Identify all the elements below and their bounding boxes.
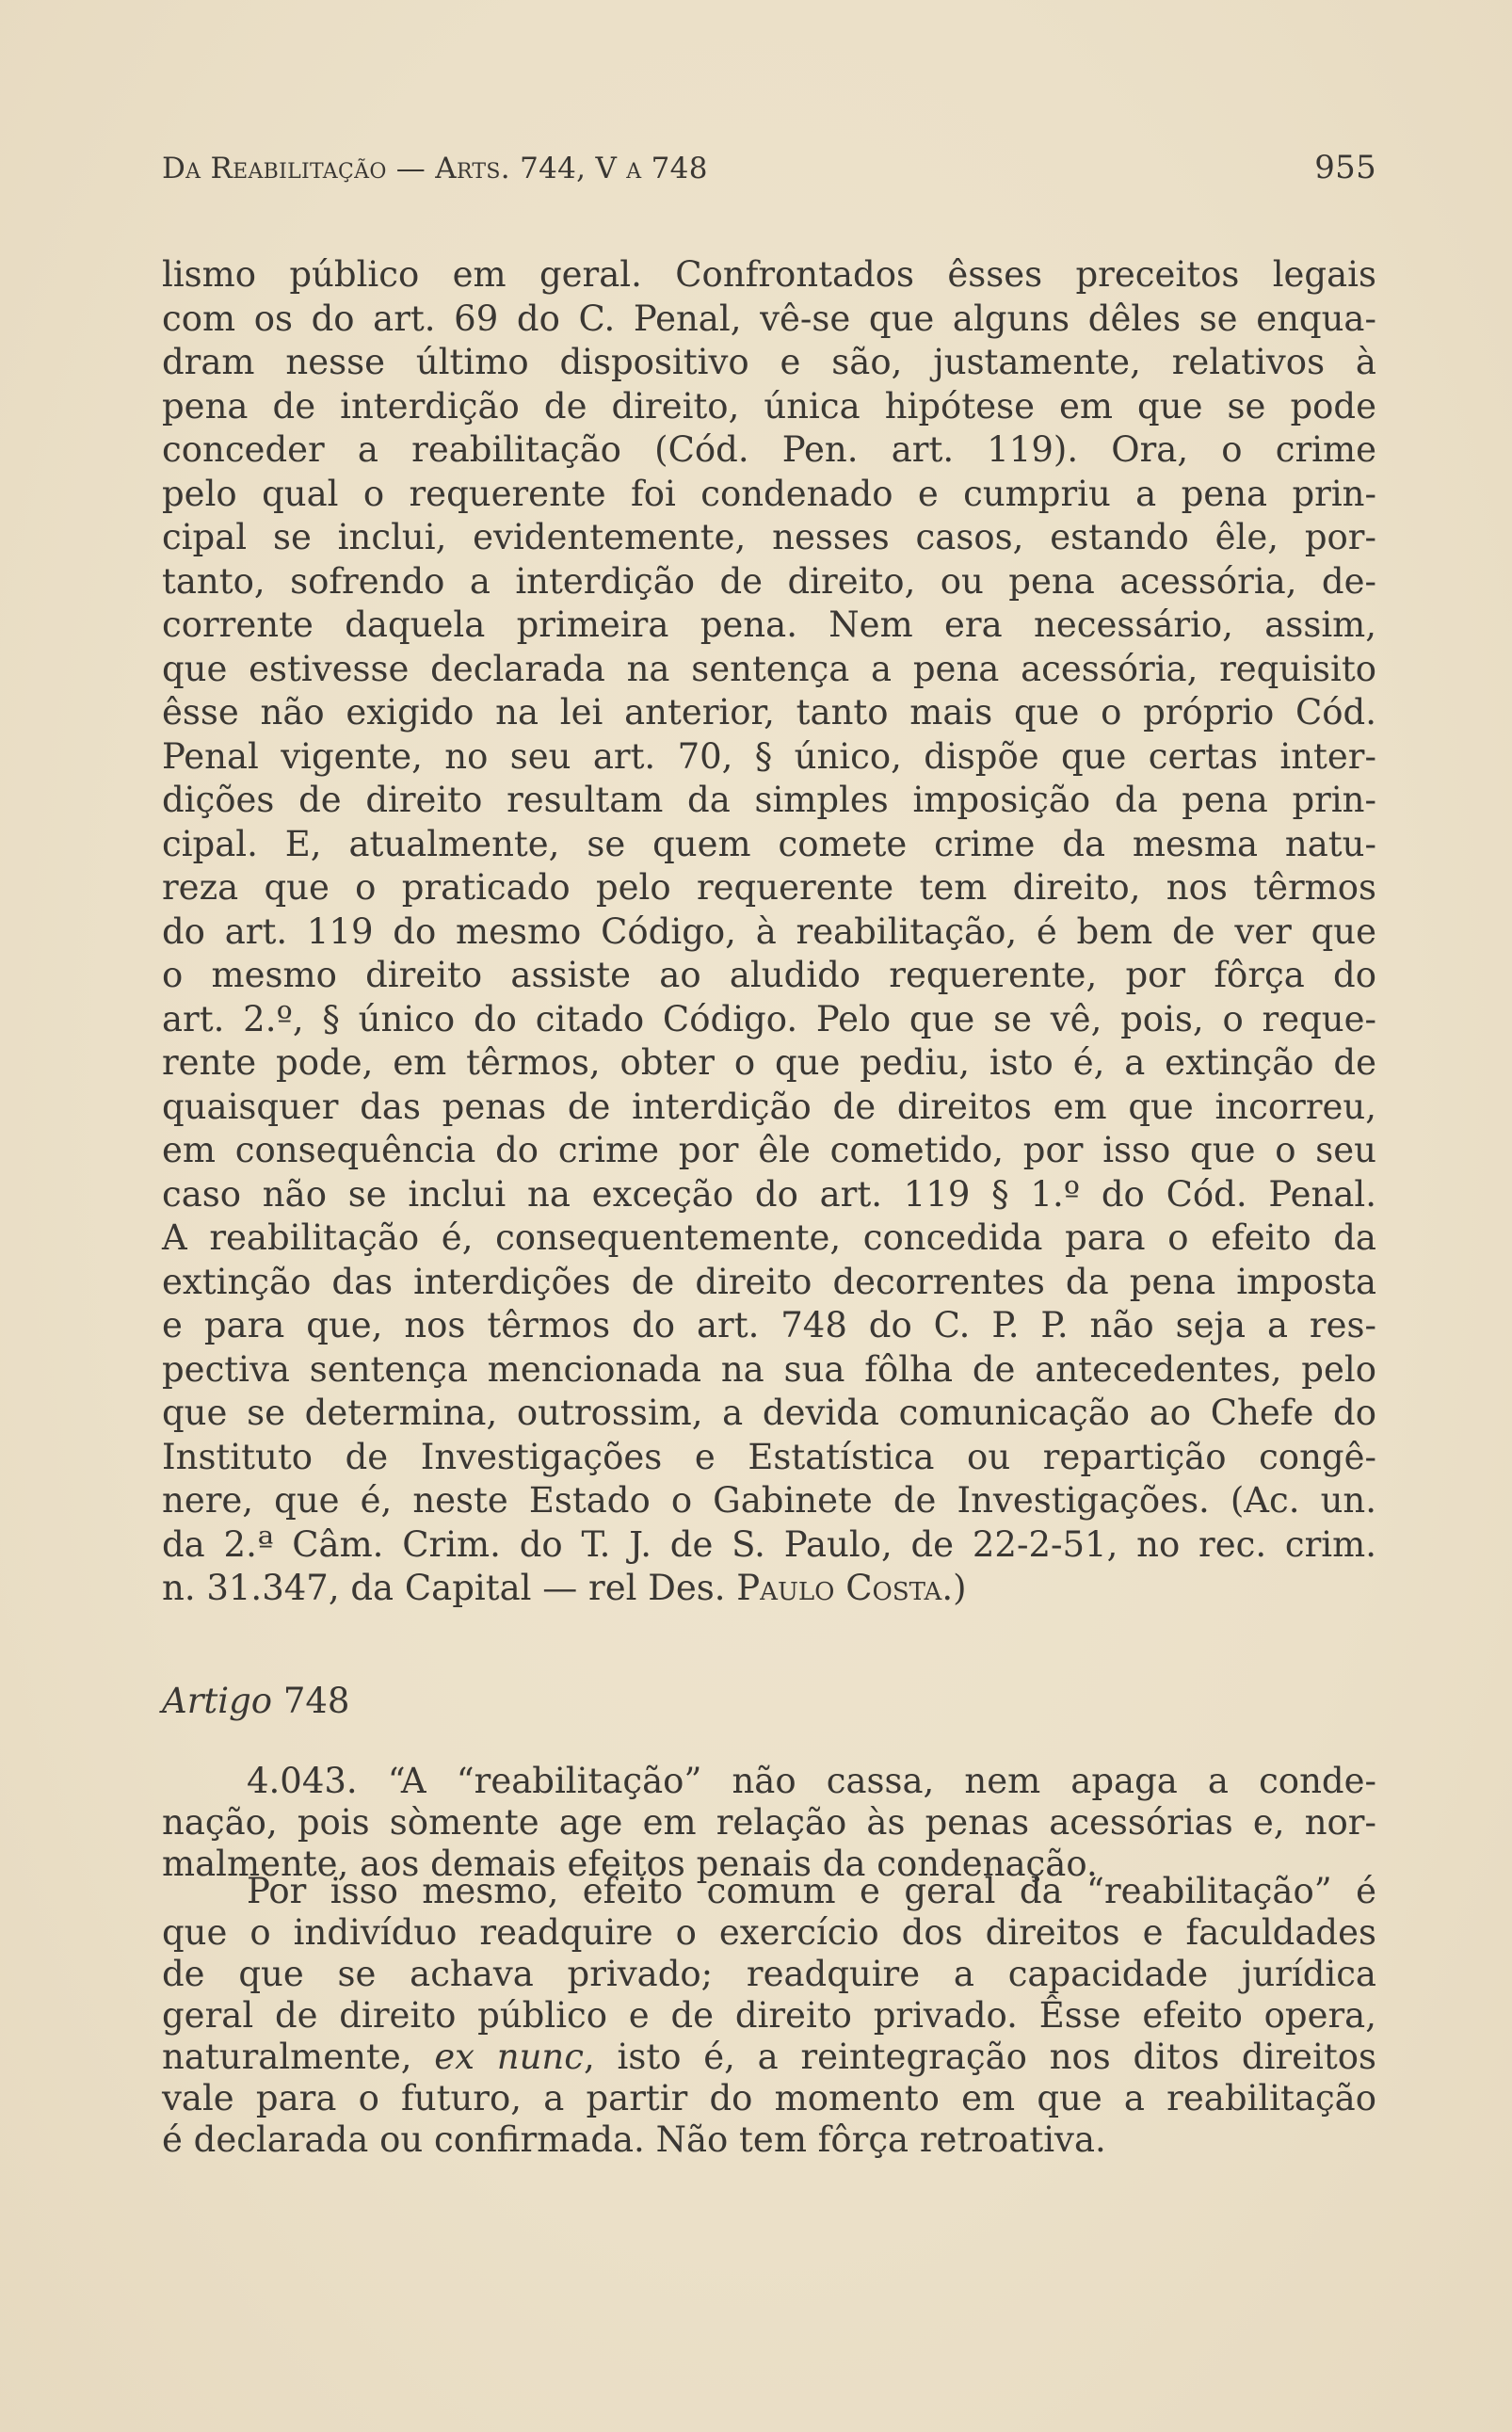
text-line: rente pode, em têrmos, obter o que pediu, isto é, a extinção de <box>162 1042 1376 1083</box>
text-line: caso não se inclui na exceção do art. 119 § 1.º do Cód. Penal. <box>162 1173 1376 1215</box>
text-line: que o indivíduo readquire o exercício dos direitos e faculdades <box>162 1912 1376 1953</box>
text-line: que se determina, outrossim, a devida comunicação ao Chefe do <box>162 1393 1376 1433</box>
text-line: Por isso mesmo, efeito comum e geral da “reabilitação” é <box>247 1871 1376 1911</box>
text-line: quaisquer das penas de interdição de direitos em que incorreu, <box>162 1086 1376 1127</box>
text-line: A reabilitação é, consequentemente, concedida para o efeito da <box>162 1217 1376 1258</box>
text-line: vale para o futuro, a partir do momento em que a reabilitação <box>162 2078 1376 2118</box>
text-line: extinção das interdições de direito decorrentes da pena imposta <box>162 1261 1376 1302</box>
text-line: de que se achava privado; readquire a capacidade jurídica <box>162 1954 1376 1994</box>
text-line: nação, pois sòmente age em relação às penas acessórias e, nor- <box>162 1802 1376 1843</box>
text-line: reza que o praticado pelo requerente tem direito, nos têrmos <box>162 867 1376 908</box>
text-line: cipal. E, atualmente, se quem comete crime da mesma natu- <box>162 823 1376 864</box>
text-line: o mesmo direito assiste ao aludido requerente, por fôrça do <box>162 955 1376 995</box>
text-line: da 2.ª Câm. Crim. do T. J. de S. Paulo, de 22-2-51, no rec. crim. <box>162 1523 1376 1565</box>
text-line: êsse não exigido na lei anterior, tanto mais que o próprio Cód. <box>162 692 1376 733</box>
citation-text: n. 31.347, da Capital — rel Des. <box>162 1568 737 1608</box>
text-span: , isto é, a reintegração nos ditos direitos <box>584 2037 1376 2077</box>
text-line: geral de direito público e de direito privado. Êsse efeito opera, <box>162 1995 1376 2036</box>
text-line: e para que, nos têrmos do art. 748 do C. P. P. não seja a res- <box>162 1305 1376 1345</box>
text-line: que estivesse declarada na sentença a pena acessória, requisito <box>162 648 1376 689</box>
text-line: Instituto de Investigações e Estatística ou repartição congê- <box>162 1436 1376 1477</box>
text-line: dições de direito resultam da simples imposição da pena prin- <box>162 780 1376 820</box>
section-heading-number: 748 <box>282 1681 350 1721</box>
text-line <box>162 2037 1376 2078</box>
section-heading <box>162 1681 349 1721</box>
text-line: cipal se inclui, evidentemente, nesses casos, estando êle, por- <box>162 517 1376 557</box>
text-line: Penal vigente, no seu art. 70, § único, dispõe que certas inter- <box>162 735 1376 777</box>
text-line: conceder a reabilitação (Cód. Pen. art. 119). Ora, o crime <box>162 429 1376 470</box>
text-line: corrente daquela primeira pena. Nem era necessário, assim, <box>162 604 1376 645</box>
text-line: 4.043. “A “reabilitação” não cassa, nem apaga a conde- <box>247 1761 1376 1801</box>
text-line: é declarada ou confirmada. Não tem fôrça retroativa. <box>162 2119 1106 2160</box>
text-line: nere, que é, neste Estado o Gabinete de Investigações. (Ac. un. <box>162 1480 1376 1521</box>
text-line: tanto, sofrendo a interdição de direito, ou pena acessória, de- <box>162 560 1376 602</box>
text-line <box>162 1568 1376 1609</box>
latin-phrase: ex nunc <box>434 2037 584 2077</box>
text-line: art. 2.º, § único do citado Código. Pelo que se vê, pois, o reque- <box>162 998 1376 1039</box>
text-line: pectiva sentença mencionada na sua fôlha de antecedentes, pelo <box>162 1348 1376 1390</box>
text-line: em consequência do crime por êle cometido, por isso que o seu <box>162 1130 1376 1170</box>
text-line: pelo qual o requerente foi condenado e cumpriu a pena prin- <box>162 473 1376 514</box>
text-line: dram nesse último dispositivo e são, justamente, relativos à <box>162 342 1376 382</box>
running-head <box>162 149 1376 186</box>
text-line: com os do art. 69 do C. Penal, vê-se que alguns dêles se enqua- <box>162 298 1376 339</box>
page-number: 955 <box>1314 149 1376 186</box>
text-line: lismo público em geral. Confrontados êsses preceitos legais <box>162 254 1376 295</box>
text-line: malmente, aos demais efeitos penais da condenação. <box>162 1844 1098 1884</box>
running-head-title: Da Reabilitação — Arts. 744, V a 748 <box>162 152 708 185</box>
text-line: pena de interdição de direito, única hipótese em que se pode <box>162 385 1376 427</box>
rapporteur-name: Paulo Costa.) <box>736 1568 967 1608</box>
text-span: naturalmente, <box>162 2037 435 2077</box>
text-line: do art. 119 do mesmo Código, à reabilitação, é bem de ver que <box>162 910 1376 952</box>
section-heading-word: Artigo <box>162 1681 273 1721</box>
